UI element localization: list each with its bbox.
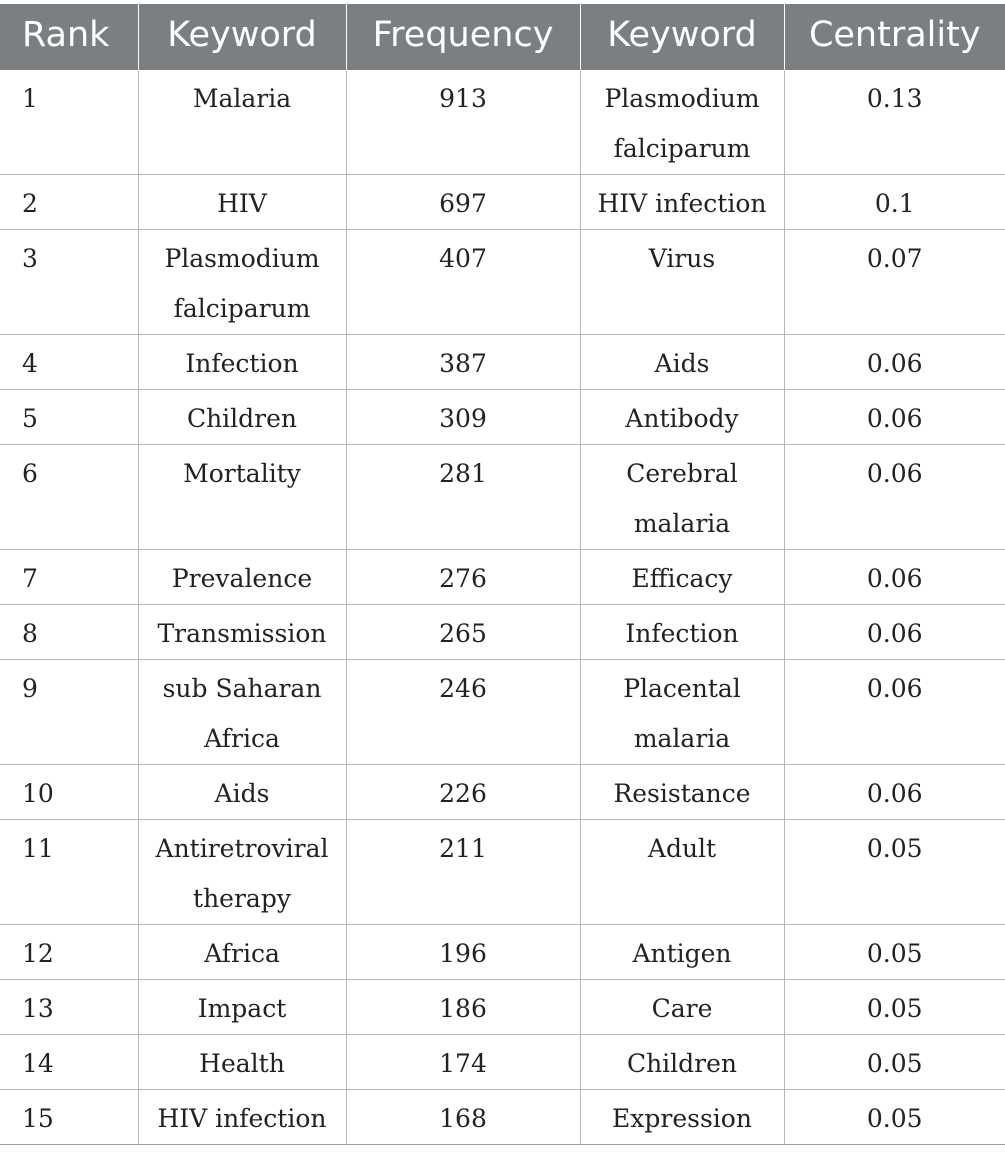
cell-keyword-centrality: Placental malaria xyxy=(580,660,784,765)
cell-keyword-frequency: Transmission xyxy=(138,605,346,660)
cell-rank: 15 xyxy=(0,1090,138,1145)
cell-keyword-centrality: HIV infection xyxy=(580,175,784,230)
cell-rank: 14 xyxy=(0,1035,138,1090)
cell-frequency: 265 xyxy=(346,605,580,660)
cell-keyword-frequency: Africa xyxy=(138,925,346,980)
header-row xyxy=(0,4,1005,70)
cell-rank: 2 xyxy=(0,175,138,230)
cell-centrality: 0.06 xyxy=(784,765,1005,820)
table-row xyxy=(0,925,1005,980)
cell-rank: 8 xyxy=(0,605,138,660)
table-row xyxy=(0,445,1005,550)
cell-frequency: 407 xyxy=(346,230,580,335)
cell-centrality: 0.07 xyxy=(784,230,1005,335)
cell-keyword-frequency: Infection xyxy=(138,335,346,390)
cell-centrality: 0.06 xyxy=(784,660,1005,765)
cell-keyword-frequency: Plasmodium falciparum xyxy=(138,230,346,335)
table-body xyxy=(0,70,1005,1145)
cell-keyword-centrality: Adult xyxy=(580,820,784,925)
table-row xyxy=(0,1090,1005,1145)
cell-keyword-frequency: HIV infection xyxy=(138,1090,346,1145)
cell-centrality: 0.05 xyxy=(784,1035,1005,1090)
cell-rank: 5 xyxy=(0,390,138,445)
cell-keyword-centrality: Expression xyxy=(580,1090,784,1145)
table-row xyxy=(0,660,1005,765)
cell-keyword-frequency: HIV xyxy=(138,175,346,230)
cell-centrality: 0.06 xyxy=(784,550,1005,605)
table-row xyxy=(0,605,1005,660)
cell-centrality: 0.06 xyxy=(784,335,1005,390)
cell-frequency: 186 xyxy=(346,980,580,1035)
table-header xyxy=(0,4,1005,70)
cell-frequency: 246 xyxy=(346,660,580,765)
cell-centrality: 0.05 xyxy=(784,1090,1005,1145)
cell-frequency: 387 xyxy=(346,335,580,390)
table-row xyxy=(0,1035,1005,1090)
cell-rank: 1 xyxy=(0,70,138,175)
table-row xyxy=(0,820,1005,925)
cell-frequency: 697 xyxy=(346,175,580,230)
table-row xyxy=(0,765,1005,820)
cell-rank: 9 xyxy=(0,660,138,765)
cell-keyword-centrality: Plasmodium falciparum xyxy=(580,70,784,175)
cell-keyword-frequency: Impact xyxy=(138,980,346,1035)
cell-centrality: 0.05 xyxy=(784,980,1005,1035)
cell-keyword-centrality: Care xyxy=(580,980,784,1035)
header-rank: Rank xyxy=(0,4,138,70)
header-keyword-frequency: Keyword xyxy=(138,4,346,70)
cell-rank: 7 xyxy=(0,550,138,605)
cell-rank: 4 xyxy=(0,335,138,390)
cell-keyword-frequency: Children xyxy=(138,390,346,445)
cell-frequency: 196 xyxy=(346,925,580,980)
table-row xyxy=(0,230,1005,335)
cell-rank: 3 xyxy=(0,230,138,335)
keyword-table xyxy=(0,4,1005,1145)
cell-keyword-frequency: sub Saharan Africa xyxy=(138,660,346,765)
cell-keyword-frequency: Health xyxy=(138,1035,346,1090)
header-keyword-centrality: Keyword xyxy=(580,4,784,70)
cell-rank: 10 xyxy=(0,765,138,820)
cell-keyword-centrality: Antibody xyxy=(580,390,784,445)
header-centrality: Centrality xyxy=(784,4,1005,70)
cell-frequency: 309 xyxy=(346,390,580,445)
cell-keyword-frequency: Mortality xyxy=(138,445,346,550)
cell-centrality: 0.06 xyxy=(784,605,1005,660)
cell-keyword-centrality: Infection xyxy=(580,605,784,660)
cell-rank: 11 xyxy=(0,820,138,925)
table-row xyxy=(0,175,1005,230)
cell-rank: 6 xyxy=(0,445,138,550)
cell-centrality: 0.06 xyxy=(784,445,1005,550)
cell-keyword-centrality: Antigen xyxy=(580,925,784,980)
cell-frequency: 226 xyxy=(346,765,580,820)
cell-frequency: 168 xyxy=(346,1090,580,1145)
cell-keyword-centrality: Cerebral malaria xyxy=(580,445,784,550)
header-frequency: Frequency xyxy=(346,4,580,70)
cell-frequency: 276 xyxy=(346,550,580,605)
cell-frequency: 211 xyxy=(346,820,580,925)
cell-centrality: 0.05 xyxy=(784,925,1005,980)
cell-centrality: 0.13 xyxy=(784,70,1005,175)
cell-frequency: 281 xyxy=(346,445,580,550)
cell-keyword-centrality: Virus xyxy=(580,230,784,335)
table-row xyxy=(0,335,1005,390)
table-row xyxy=(0,70,1005,175)
cell-keyword-frequency: Aids xyxy=(138,765,346,820)
cell-keyword-centrality: Children xyxy=(580,1035,784,1090)
cell-rank: 13 xyxy=(0,980,138,1035)
cell-centrality: 0.05 xyxy=(784,820,1005,925)
cell-frequency: 174 xyxy=(346,1035,580,1090)
table-row xyxy=(0,390,1005,445)
cell-keyword-centrality: Aids xyxy=(580,335,784,390)
cell-centrality: 0.06 xyxy=(784,390,1005,445)
cell-keyword-frequency: Malaria xyxy=(138,70,346,175)
cell-frequency: 913 xyxy=(346,70,580,175)
cell-rank: 12 xyxy=(0,925,138,980)
cell-keyword-frequency: Prevalence xyxy=(138,550,346,605)
cell-keyword-centrality: Resistance xyxy=(580,765,784,820)
cell-keyword-frequency: Antiretroviral therapy xyxy=(138,820,346,925)
cell-centrality: 0.1 xyxy=(784,175,1005,230)
table-row xyxy=(0,980,1005,1035)
table-row xyxy=(0,550,1005,605)
cell-keyword-centrality: Efficacy xyxy=(580,550,784,605)
